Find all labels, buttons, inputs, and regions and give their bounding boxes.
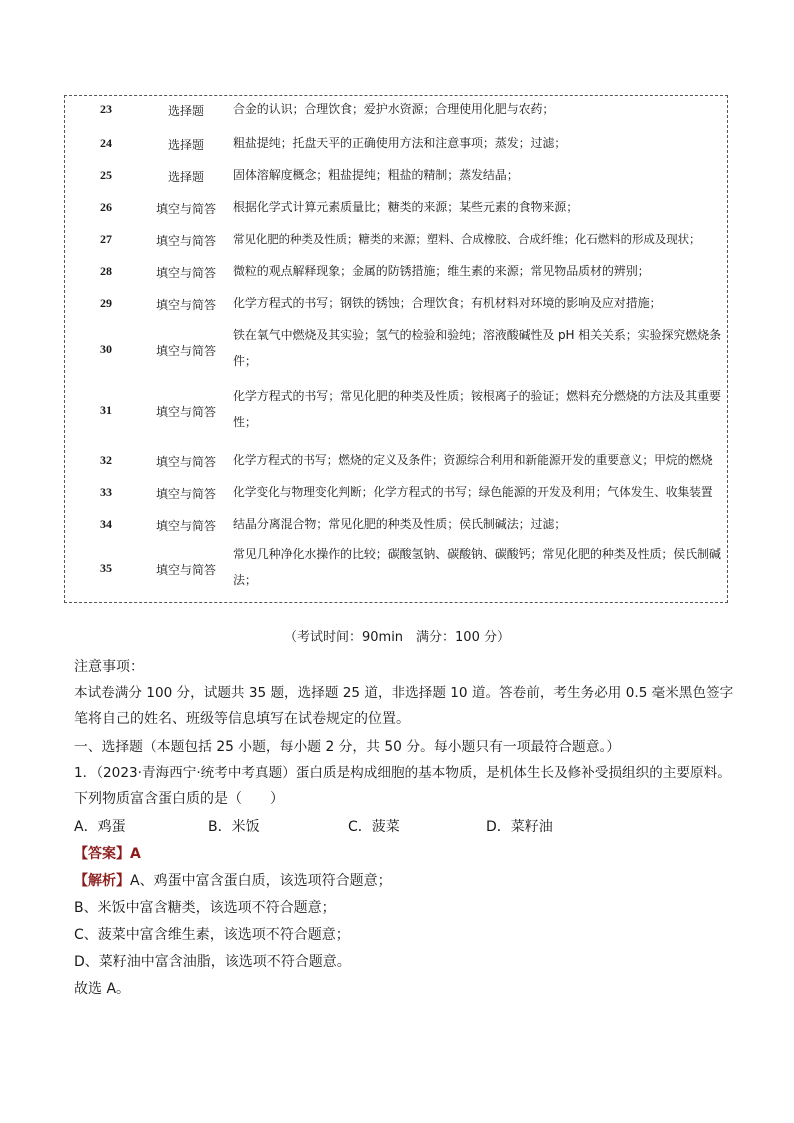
question-number: 25 bbox=[100, 168, 112, 182]
question-type: 填空与简答 bbox=[155, 202, 216, 216]
answer-line bbox=[74, 841, 734, 867]
knowledge-points: 合金的认识；合理饮食；爱护水资源；合理使用化肥与农药； bbox=[233, 102, 555, 116]
analysis-line: B、米饭中富含糖类，该选项不符合题意； bbox=[74, 900, 336, 916]
analysis-line bbox=[74, 868, 734, 894]
knowledge-points: 铁在氧气中燃烧及其实验；氢气的检验和验纯；溶液酸碱性及 pH 相关关系；实验探究燃烧条件； bbox=[233, 328, 721, 368]
knowledge-points: 常见几种净化水操作的比较；碳酸氢钠、碳酸钠、碳酸钙；常见化肥的种类及性质；侯氏制碱法； bbox=[233, 547, 721, 587]
question-number: 24 bbox=[100, 136, 112, 150]
question-number: 35 bbox=[100, 561, 112, 575]
question-number: 32 bbox=[100, 453, 112, 467]
notice-title: 注意事项： bbox=[74, 659, 144, 675]
knowledge-points: 微粒的观点解释现象；金属的防锈措施；维生素的来源；常见物品质材的辨别； bbox=[233, 264, 650, 278]
knowledge-points: 固体溶解度概念；粗盐提纯；粗盐的精制；蒸发结晶； bbox=[233, 168, 519, 182]
knowledge-points: 结晶分离混合物；常见化肥的种类及性质；侯氏制碱法；过滤； bbox=[233, 517, 567, 531]
question-type: 填空与简答 bbox=[155, 487, 216, 501]
option-c: C．菠菜 bbox=[348, 819, 400, 835]
question-type: 填空与简答 bbox=[155, 563, 216, 577]
analysis-line: D、菜籽油中富含油脂，该选项不符合题意。 bbox=[74, 954, 351, 970]
knowledge-points: 化学方程式的书写；常见化肥的种类及性质；铵根离子的验证；燃料充分燃烧的方法及其重要性； bbox=[233, 389, 721, 429]
analysis-line: C、菠菜中富含维生素，该选项不符合题意； bbox=[74, 927, 350, 943]
answer-value: A bbox=[130, 846, 141, 862]
notice-line: 笔将自己的姓名、班级等信息填写在试卷规定的位置。 bbox=[74, 711, 410, 727]
question-number: 26 bbox=[100, 200, 112, 214]
question-number: 28 bbox=[100, 264, 112, 278]
question-type: 填空与简答 bbox=[155, 344, 216, 358]
question-stem: 1．（2023·青海西宁·统考中考真题）蛋白质是构成细胞的基本物质，是机体生长及修补受损组织的主要原料。 bbox=[74, 765, 731, 781]
knowledge-points: 根据化学式计算元素质量比；糖类的来源；某些元素的食物来源； bbox=[233, 200, 579, 214]
question-number: 31 bbox=[100, 403, 112, 417]
analysis-tag: 【解析】 bbox=[74, 873, 130, 889]
table-row bbox=[65, 96, 727, 124]
question-type: 选择题 bbox=[167, 104, 204, 118]
question-number: 29 bbox=[100, 296, 112, 310]
knowledge-points: 化学变化与物理变化判断；化学方程式的书写；绿色能源的开发及利用；气体发生、收集装置 bbox=[233, 485, 713, 499]
question-number: 33 bbox=[100, 485, 112, 499]
option-a: A．鸡蛋 bbox=[74, 819, 126, 835]
knowledge-points: 粗盐提纯；托盘天平的正确使用方法和注意事项；蒸发；过滤； bbox=[233, 136, 567, 150]
knowledge-points: 化学方程式的书写；燃烧的定义及条件；资源综合利用和新能源开发的重要意义；甲烷的燃烧 bbox=[233, 453, 713, 467]
section-title: 一、选择题（本题包括 25 小题，每小题 2 分，共 50 分。每小题只有一项最符合题意。） bbox=[74, 739, 621, 755]
question-stem: 下列物质富含蛋白质的是（ ） bbox=[74, 791, 284, 807]
question-type: 填空与简答 bbox=[155, 455, 216, 469]
knowledge-points: 化学方程式的书写；钢铁的锈蚀；合理饮食；有机材料对环境的影响及应对措施； bbox=[233, 296, 662, 310]
question-type: 选择题 bbox=[167, 170, 204, 184]
question-type: 填空与简答 bbox=[155, 298, 216, 312]
knowledge-points: 常见化肥的种类及性质；糖类的来源；塑料、合成橡胶、合成纤维；化石燃料的形成及现状； bbox=[233, 232, 701, 246]
question-type: 填空与简答 bbox=[155, 519, 216, 533]
option-b: B．米饭 bbox=[208, 819, 260, 835]
exam-meta: （考试时间：90min 满分：100 分） bbox=[283, 630, 510, 645]
question-type: 选择题 bbox=[167, 138, 204, 152]
question-number: 23 bbox=[100, 102, 112, 116]
question-type: 填空与简答 bbox=[155, 266, 216, 280]
knowledge-point-table bbox=[64, 95, 728, 603]
question-type: 填空与简答 bbox=[155, 405, 216, 419]
analysis-text: A、鸡蛋中富含蛋白质，该选项符合题意； bbox=[130, 873, 392, 889]
question-number: 27 bbox=[100, 232, 112, 246]
question-number: 30 bbox=[100, 342, 112, 356]
option-d: D．菜籽油 bbox=[486, 819, 553, 835]
question-number: 34 bbox=[100, 517, 112, 531]
question-type: 填空与简答 bbox=[155, 234, 216, 248]
notice-line: 本试卷满分 100 分，试题共 35 题，选择题 25 道，非选择题 10 道。答卷前，考生务必用 0.5 毫米黑色签字 bbox=[74, 685, 734, 701]
analysis-line: 故选 A。 bbox=[74, 981, 131, 997]
answer-tag: 【答案】 bbox=[74, 846, 130, 862]
